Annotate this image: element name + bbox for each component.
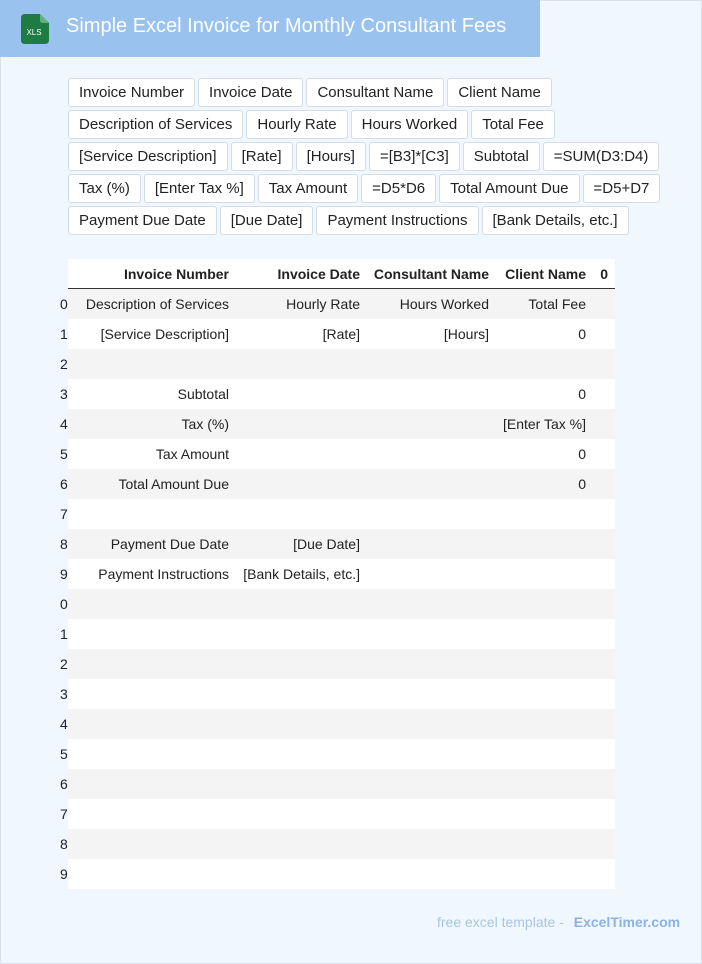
table-cell [586,829,608,859]
field-chip[interactable]: Tax Amount [258,174,358,203]
row-number: 2 [60,656,68,672]
table-cell: 0 [578,326,586,342]
table-cell [72,709,229,739]
sheet-header-cell: Invoice Date [277,265,360,282]
table-cell [489,739,586,769]
row-number: 7 [60,506,68,522]
table-cell: [Service Description] [100,326,229,342]
field-chip[interactable]: [Rate] [231,142,293,171]
table-cell [72,799,229,829]
sheet-header-cell: Client Name [505,265,586,282]
table-cell [586,379,608,409]
row-number: 7 [60,806,68,822]
table-cell [360,679,489,709]
table-cell [229,409,360,439]
chip-row [68,142,658,171]
field-chip[interactable]: =[B3]*[C3] [369,142,460,171]
table-row [60,439,615,469]
table-row [60,289,615,319]
table-row [60,679,615,709]
table-cell [229,499,360,529]
field-chip[interactable]: Tax (%) [68,174,141,203]
row-number: 5 [60,746,68,762]
field-chip[interactable]: Description of Services [68,110,243,139]
table-row [60,559,615,589]
field-chip[interactable]: Client Name [447,78,552,107]
chip-row [68,78,658,107]
table-cell [229,349,360,379]
table-cell [586,649,608,679]
table-cell: [Due Date] [293,536,360,552]
table-cell: Total Fee [528,296,586,312]
table-cell [229,469,360,499]
table-cell [586,619,608,649]
table-row [60,589,615,619]
table-cell [489,349,586,379]
row-number: 9 [60,566,68,582]
row-number: 5 [60,446,68,462]
table-cell [72,619,229,649]
field-chip[interactable]: [Enter Tax %] [144,174,255,203]
field-chip[interactable]: [Due Date] [220,206,314,235]
row-number: 1 [60,326,68,342]
table-cell [489,619,586,649]
table-cell [229,379,360,409]
field-chip[interactable]: [Hours] [296,142,366,171]
table-cell [586,439,608,469]
table-cell [489,559,586,589]
table-row [60,319,615,349]
table-cell [72,859,229,889]
chip-row [68,174,658,203]
table-cell [360,649,489,679]
row-number: 3 [60,686,68,702]
table-cell [72,679,229,709]
table-cell [360,439,489,469]
field-chip[interactable]: Hours Worked [351,110,469,139]
table-cell [229,709,360,739]
table-cell [360,739,489,769]
field-chip[interactable]: Payment Due Date [68,206,217,235]
table-cell [586,709,608,739]
table-cell: [Rate] [322,326,360,342]
table-cell [72,649,229,679]
table-cell: Hours Worked [399,296,489,312]
table-cell [229,739,360,769]
row-number: 8 [60,536,68,552]
table-cell [586,469,608,499]
table-cell [360,859,489,889]
table-cell [72,589,229,619]
chip-row [68,206,658,235]
table-row [60,859,615,889]
table-cell [586,859,608,889]
spreadsheet-preview [60,259,615,889]
table-cell [229,619,360,649]
sheet-header-row [68,259,615,289]
table-cell [586,769,608,799]
table-row [60,799,615,829]
table-row [60,529,615,559]
table-cell [489,499,586,529]
table-row [60,769,615,799]
table-cell [229,769,360,799]
table-cell [72,739,229,769]
table-cell [360,529,489,559]
chip-row [68,110,658,139]
row-number: 9 [60,866,68,882]
row-number: 4 [60,716,68,732]
field-chip[interactable]: =SUM(D3:D4) [543,142,660,171]
footer-credit [437,914,680,930]
table-cell: Subtotal [177,386,229,402]
table-cell: Tax Amount [155,446,229,462]
table-cell [360,829,489,859]
row-number: 6 [60,476,68,492]
table-cell [489,679,586,709]
table-cell [586,559,608,589]
table-cell [489,769,586,799]
field-chip[interactable]: Invoice Date [198,78,303,107]
table-cell [489,589,586,619]
table-cell [586,319,608,349]
table-cell [489,649,586,679]
table-row [60,349,615,379]
table-cell [72,829,229,859]
table-cell [586,739,608,769]
table-cell: Description of Services [85,296,229,312]
table-cell [489,709,586,739]
table-cell [586,799,608,829]
table-cell [489,799,586,829]
row-number: 8 [60,836,68,852]
table-cell [489,829,586,859]
table-cell: [Bank Details, etc.] [243,566,360,582]
table-cell [360,619,489,649]
table-cell: 0 [578,386,586,402]
xls-icon-label: XLS [26,28,42,37]
field-chip[interactable]: [Bank Details, etc.] [482,206,629,235]
table-cell: Hourly Rate [286,296,360,312]
footer-brand-link[interactable]: ExcelTimer.com [573,914,681,930]
table-cell [229,649,360,679]
table-row [60,709,615,739]
table-row [60,469,615,499]
table-cell: Payment Instructions [98,566,229,582]
field-chip[interactable]: [Service Description] [68,142,228,171]
field-chip[interactable]: Consultant Name [306,78,444,107]
table-cell [360,769,489,799]
field-chip[interactable]: Subtotal [463,142,540,171]
table-cell: [Hours] [443,326,489,342]
table-cell: Payment Due Date [110,536,229,552]
table-cell [586,289,608,319]
table-row [60,409,615,439]
field-chip[interactable]: =D5*D6 [361,174,436,203]
table-cell [360,709,489,739]
table-row [60,379,615,409]
table-cell [360,409,489,439]
field-chip[interactable]: Total Fee [471,110,555,139]
table-row [60,619,615,649]
row-number: 6 [60,776,68,792]
table-cell [229,859,360,889]
footer-prefix: free excel template - [437,914,564,930]
table-cell [72,499,229,529]
table-row [60,499,615,529]
table-row [60,739,615,769]
table-cell [360,379,489,409]
table-cell [489,859,586,889]
row-number: 0 [60,596,68,612]
table-cell [360,799,489,829]
table-row [60,829,615,859]
title-banner [0,0,540,57]
table-cell [72,769,229,799]
table-cell: 0 [578,446,586,462]
field-chip[interactable]: Invoice Number [68,78,195,107]
row-number: 0 [60,296,68,312]
table-cell [489,529,586,559]
table-cell [360,589,489,619]
table-cell [586,499,608,529]
table-row [60,649,615,679]
row-number: 4 [60,416,68,432]
table-cell: Total Amount Due [118,476,229,492]
table-cell [360,559,489,589]
table-cell [229,799,360,829]
field-chip[interactable]: Payment Instructions [316,206,478,235]
table-cell [586,529,608,559]
table-cell [229,589,360,619]
table-cell [586,409,608,439]
sheet-header-cell: Invoice Number [123,265,229,282]
table-cell [360,499,489,529]
table-cell [360,469,489,499]
row-number: 1 [60,626,68,642]
xls-file-icon [21,14,49,44]
table-cell [586,679,608,709]
table-cell [72,349,229,379]
field-chip[interactable]: Total Amount Due [439,174,579,203]
field-chip-list [68,78,658,238]
table-cell [360,349,489,379]
table-cell [229,439,360,469]
table-cell: 0 [578,476,586,492]
table-cell [586,349,608,379]
table-cell: [Enter Tax %] [502,416,586,432]
page-title: Simple Excel Invoice for Monthly Consultant Fees [66,15,507,37]
sheet-header-cell: Consultant Name [373,265,489,282]
table-cell: Tax (%) [181,416,229,432]
table-cell [229,829,360,859]
field-chip[interactable]: =D5+D7 [583,174,661,203]
row-number: 2 [60,356,68,372]
table-cell [586,589,608,619]
sheet-header-cell: 0 [600,265,608,282]
field-chip[interactable]: Hourly Rate [246,110,347,139]
table-cell [229,679,360,709]
row-number: 3 [60,386,68,402]
